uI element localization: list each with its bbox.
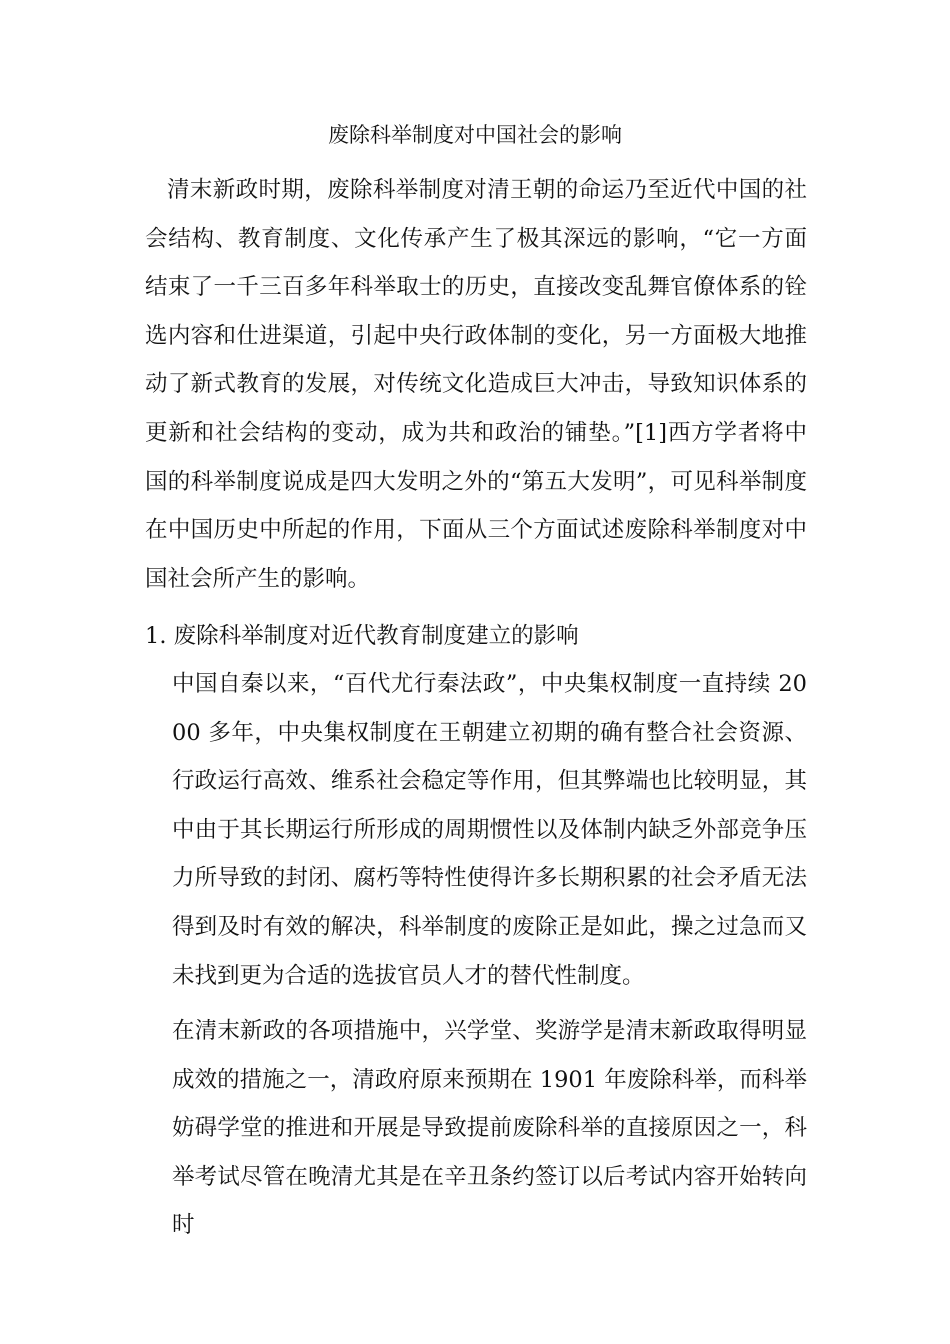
- section-heading: 1. 废除科举制度对近代教育制度建立的影响: [145, 623, 579, 649]
- section-paragraph: 中国自秦以来，“百代尤行秦法政”，中央集权制度一直持续 2000 多年，中央集权制度在王朝建立初期的确有整合社会资源、行政运行高效、维系社会稳定等作用，但其弊端也比较明显，其中由于其长期运行所形成的周期惯性以及体制内缺乏外部竞争压力所导致的封闭、腐朽等特性使得许多长期积累的社会矛盾无法得到及时有效的解决，科举制度的废除正是如此，操之过急而又未找到更为合适的选拔官员人才的替代性制度。: [172, 671, 807, 989]
- section-paragraph: 在清末新政的各项措施中，兴学堂、奖游学是清末新政取得明显成效的措施之一，清政府原来预期在 1901 年废除科举，而科举妨碍学堂的推进和开展是导致提前废除科举的直接原因之一，科举考试尽管在晚清尤其是在辛丑条约签订以后考试内容开始转向时: [172, 1018, 807, 1239]
- page-title: 废除科举制度对中国社会的影响: [328, 123, 622, 147]
- intro-paragraph: 清末新政时期，废除科举制度对清王朝的命运乃至近代中国的社会结构、教育制度、文化传承产生了极其深远的影响，“它一方面结束了一千三百多年科举取士的历史，直接改变乱舞官僚体系的铨选内容和仕进渠道，引起中央行政体制的变化，另一方面极大地推动了新式教育的发展，对传统文化造成巨大冲击，导致知识体系的更新和社会结构的变动，成为共和政治的铺垫。”[1]西方学者将中国的科举制度说成是四大发明之外的“第五大发明”，可见科举制度在中国历史中所起的作用，下面从三个方面试述废除科举制度对中国社会所产生的影响。: [145, 177, 807, 592]
